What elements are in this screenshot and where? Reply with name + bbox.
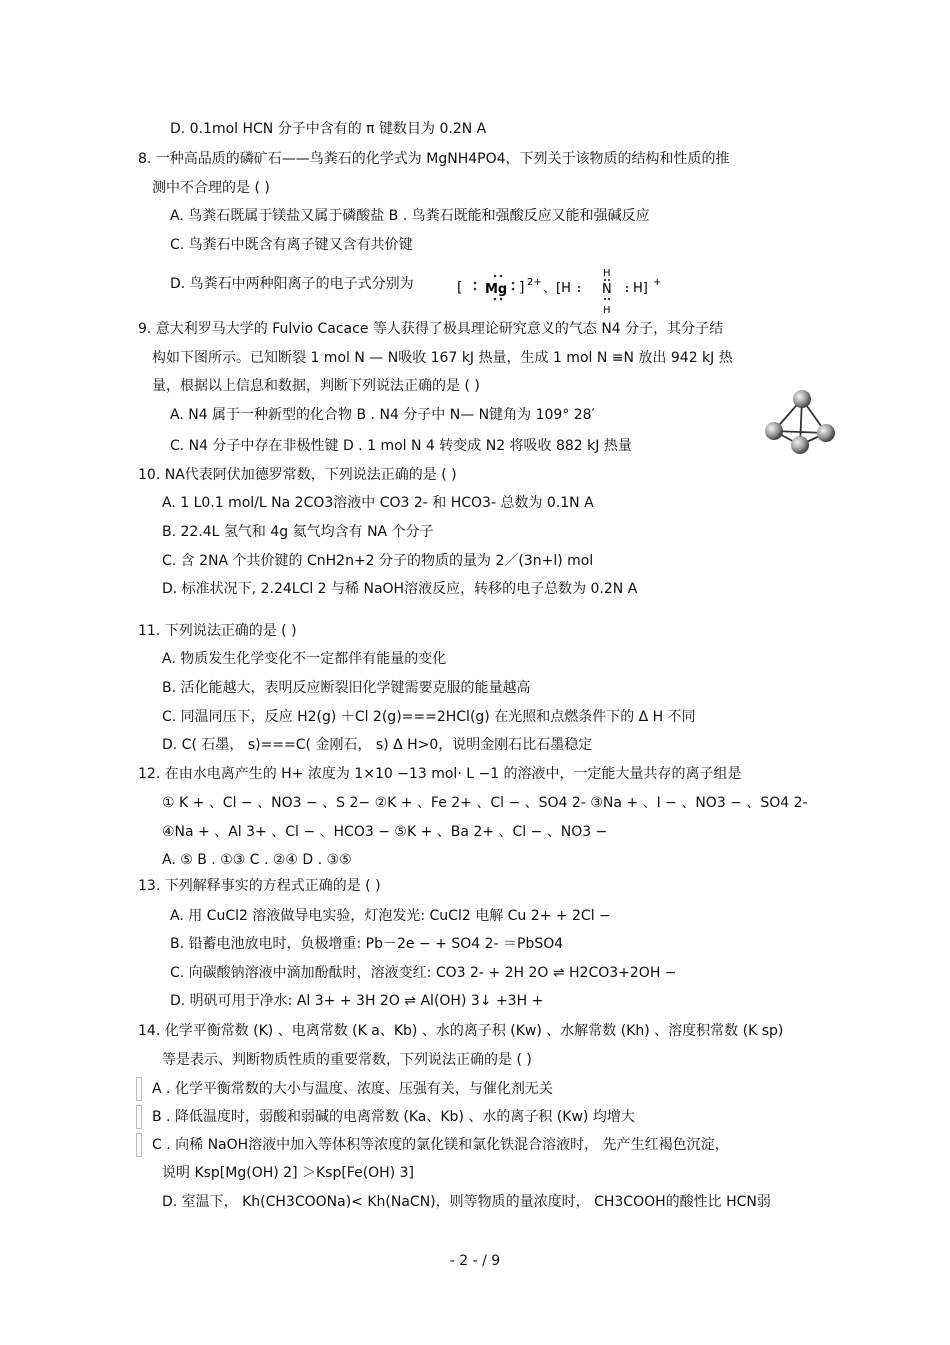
text-line: 9. 意大利罗马大学的 Fulvio Cacace 等人获得了极具理论研究意义的气态 N4 分子，其分子结 — [138, 321, 724, 337]
svg-text:、[H: 、[H — [543, 281, 571, 296]
text-line: 测中不合理的是 ( ) — [152, 180, 270, 196]
text-line: ① K + 、Cl − 、NO3 − 、S 2− ②K + 、Fe 2+ 、Cl − 、SO4 2- ③Na + 、I − 、NO3 − 、SO4 2- — [162, 795, 808, 811]
text-line: B. 22.4L 氢气和 4g 氦气均含有 NA 个分子 — [162, 524, 434, 540]
scan-border — [136, 1077, 142, 1101]
text-line: B. 活化能越大，表明反应断裂旧化学键需要克服的能量越高 — [162, 680, 531, 696]
svg-text:H: H — [603, 305, 611, 314]
text-line: C. 鸟粪石中既含有离子键又含有共价键 — [170, 237, 413, 253]
svg-text:2+: 2+ — [527, 277, 542, 288]
svg-text:+: + — [653, 277, 662, 288]
text-line: A. 物质发生化学变化不一定都伴有能量的变化 — [162, 651, 447, 667]
text-line: C. N4 分子中存在非极性键 D . 1 mol N 4 转变成 N2 将吸收 882 kJ 热量 — [170, 438, 632, 454]
svg-text:H]: H] — [633, 281, 648, 296]
text-line: D. C( 石墨， s)===C( 金刚石， s) Δ H>0，说明金刚石比石墨稳定 — [162, 737, 593, 753]
text-line: 12. 在由水电离产生的 H+ 浓度为 1×10 −13 mol· L −1 的溶液中，一定能大量共存的离子组是 — [138, 766, 742, 782]
text-line: 量，根据以上信息和数据，判断下列说法正确的是 ( ) — [152, 378, 480, 394]
text-line: B . 降低温度时，弱酸和弱碱的电离常数 (Ka、Kb) 、水的离子积 (Kw) 均增大 — [152, 1109, 635, 1125]
text-line: 说明 Ksp[Mg(OH) 2] ＞Ksp[Fe(OH) 3] — [162, 1165, 414, 1181]
text-line: A . 化学平衡常数的大小与温度、浓度、压强有关，与催化剂无关 — [152, 1081, 553, 1097]
n4-molecule-figure — [760, 385, 840, 460]
text-line: 14. 化学平衡常数 (K) 、电离常数 (K a、Kb) 、水的离子积 (Kw) 、水解常数 (Kh) 、溶度积常数 (K sp) — [138, 1023, 784, 1039]
text-line: A. ⑤ B . ①③ C . ②④ D . ③⑤ — [162, 852, 352, 868]
svg-text:Mg: Mg — [485, 282, 508, 297]
text-line: C. 向碳酸钠溶液中滴加酚酞时，溶液变红: CO3 2- + 2H 2O ⇌ H2CO3+2OH − — [170, 965, 677, 981]
scan-border — [136, 1133, 142, 1157]
text-line: 10. NA代表阿伏加德罗常数，下列说法正确的是 ( ) — [138, 467, 457, 483]
text-line: A. N4 属于一种新型的化合物 B . N4 分子中 N— N键角为 109° 28′ — [170, 407, 595, 423]
text-line: ④Na + 、Al 3+ 、Cl − 、HCO3 − ⑤K + 、Ba 2+ 、Cl − 、NO3 − — [162, 824, 608, 840]
text-line: C . 向稀 NaOH溶液中加入等体积等浓度的氯化镁和氯化铁混合溶液时， 先产生红褐色沉淀， — [152, 1137, 729, 1153]
svg-text:N: N — [602, 282, 612, 297]
svg-text:]: ] — [519, 280, 525, 296]
electron-dot-figure — [455, 266, 665, 314]
electron-dot-formulas — [455, 266, 665, 314]
text-line: 13. 下列解释事实的方程式正确的是 ( ) — [138, 878, 381, 894]
svg-text:H: H — [603, 268, 611, 279]
text-line: D. 标准状况下, 2.24LCl 2 与稀 NaOH溶液反应，转移的电子总数为 0.2N A — [162, 581, 638, 597]
text-line: 8. 一种高品质的磷矿石——鸟粪石的化学式为 MgNH4PO4，下列关于该物质的结构和性质的推 — [138, 151, 730, 167]
text-line: A. 用 CuCl2 溶液做导电实验，灯泡发光: CuCl2 电解 Cu 2+ + 2Cl − — [170, 908, 611, 924]
text-line: B. 铅蓄电池放电时，负极增重: Pb－2e − + SO4 2- ＝PbSO4 — [170, 936, 564, 952]
page-number: - 2 - / 9 — [449, 1253, 501, 1269]
text-line: D. 室温下， Kh(CH3COONa)< Kh(NaCN)，则等物质的量浓度时， CH3COOH的酸性比 HCN弱 — [162, 1194, 771, 1210]
scan-border — [136, 1105, 142, 1129]
text-line: D. 明矾可用于净水: Al 3+ + 3H 2O ⇌ Al(OH) 3↓ +3H + — [170, 993, 544, 1009]
text-line: C. 同温同压下，反应 H2(g) ＋Cl 2(g)===2HCl(g) 在光照和点燃条件下的 Δ H 不同 — [162, 709, 696, 725]
text-line: A. 鸟粪石既属于镁盐又属于磷酸盐 B . 鸟粪石既能和强酸反应又能和强碱反应 — [170, 208, 650, 224]
text-line: D. 0.1mol HCN 分子中含有的 π 键数目为 0.2N A — [170, 121, 487, 137]
text-line: A. 1 L0.1 mol/L Na 2CO3溶液中 CO3 2- 和 HCO3- 总数为 0.1N A — [162, 495, 594, 511]
text-line: 构如下图所示。已知断裂 1 mol N — N吸收 167 kJ 热量，生成 1 mol N ≡N 放出 942 kJ 热 — [152, 350, 733, 366]
text-line: C. 含 2NA 个共价键的 CnH2n+2 分子的物质的量为 2／(3n+l) mol — [162, 553, 594, 569]
text-line: 等是表示、判断物质性质的重要常数，下列说法正确的是 ( ) — [162, 1052, 532, 1068]
svg-text:[: [ — [457, 280, 463, 296]
text-line: 11. 下列说法正确的是 ( ) — [138, 623, 297, 639]
text-line: D. 鸟粪石中两种阳离子的电子式分别为 — [170, 276, 414, 292]
